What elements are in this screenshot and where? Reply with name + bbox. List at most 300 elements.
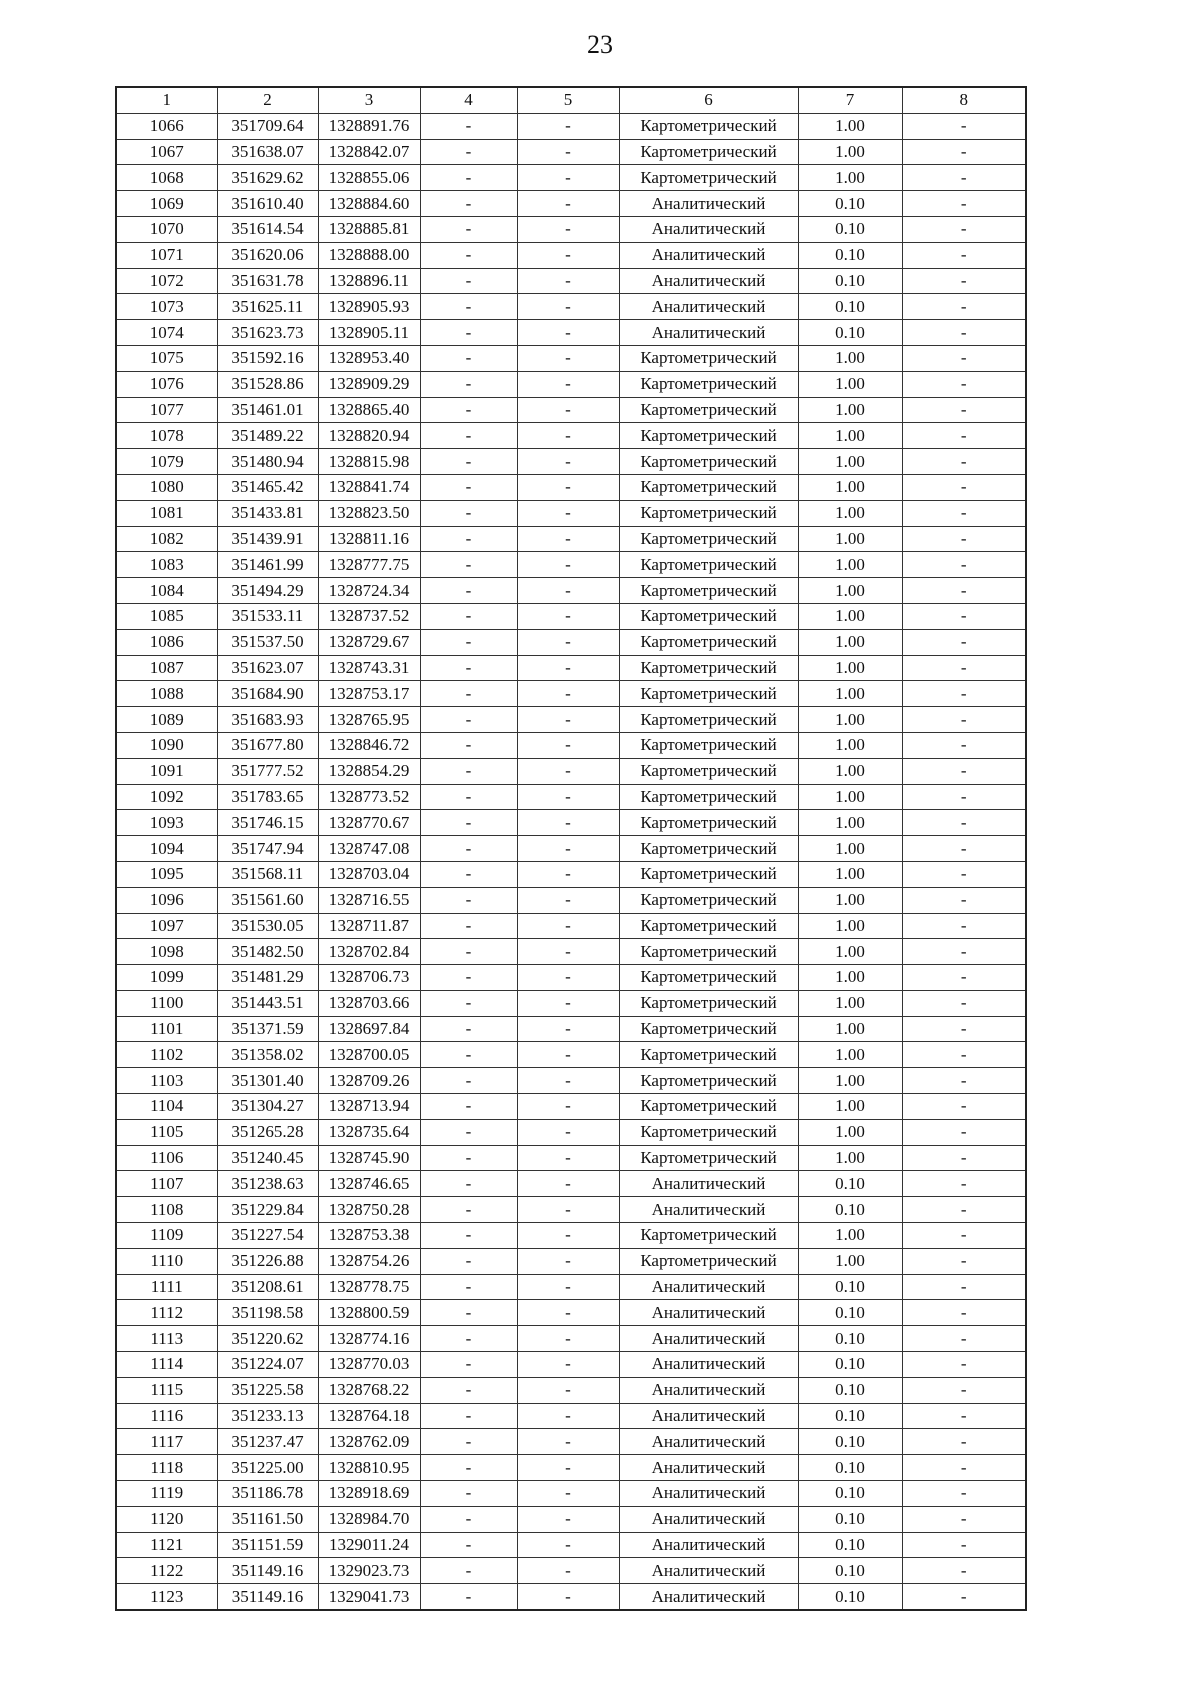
- table-row: [116, 474, 1026, 500]
- table-cell: 1088: [116, 681, 217, 707]
- table-cell: -: [902, 681, 1026, 707]
- column-header: 3: [318, 87, 420, 113]
- table-cell: 351237.47: [217, 1429, 318, 1455]
- table-cell: -: [420, 681, 517, 707]
- table-cell: 1083: [116, 552, 217, 578]
- column-header: 2: [217, 87, 318, 113]
- table-cell: -: [420, 397, 517, 423]
- table-row: [116, 990, 1026, 1016]
- table-cell: -: [902, 1300, 1026, 1326]
- table-cell: 351614.54: [217, 216, 318, 242]
- table-cell: -: [902, 165, 1026, 191]
- table-row: [116, 1558, 1026, 1584]
- table-cell: 1328891.76: [318, 113, 420, 139]
- table-row: [116, 526, 1026, 552]
- table-cell: 1107: [116, 1171, 217, 1197]
- table-cell: -: [902, 191, 1026, 217]
- table-cell: Картометрический: [619, 1248, 798, 1274]
- table-cell: Аналитический: [619, 1377, 798, 1403]
- table-cell: -: [902, 784, 1026, 810]
- table-cell: 1117: [116, 1429, 217, 1455]
- table-cell: Картометрический: [619, 500, 798, 526]
- table-cell: -: [420, 1558, 517, 1584]
- table-cell: 1328737.52: [318, 603, 420, 629]
- table-cell: 1328841.74: [318, 474, 420, 500]
- table-cell: 1080: [116, 474, 217, 500]
- table-row: [116, 913, 1026, 939]
- table-cell: 1.00: [798, 500, 902, 526]
- table-cell: 1328753.17: [318, 681, 420, 707]
- table-row: [116, 345, 1026, 371]
- table-cell: -: [420, 345, 517, 371]
- table-cell: -: [902, 320, 1026, 346]
- table-cell: -: [517, 345, 619, 371]
- table-cell: 0.10: [798, 191, 902, 217]
- table-cell: -: [902, 500, 1026, 526]
- table-cell: -: [902, 1016, 1026, 1042]
- table-cell: -: [517, 990, 619, 1016]
- table-cell: 1328905.93: [318, 294, 420, 320]
- table-cell: 351528.86: [217, 371, 318, 397]
- table-cell: -: [420, 1171, 517, 1197]
- table-cell: -: [420, 1042, 517, 1068]
- table-cell: -: [420, 758, 517, 784]
- table-cell: Аналитический: [619, 1455, 798, 1481]
- table-cell: 351465.42: [217, 474, 318, 500]
- table-cell: 1328953.40: [318, 345, 420, 371]
- table-cell: -: [517, 1042, 619, 1068]
- table-cell: Картометрический: [619, 1223, 798, 1249]
- table-cell: 1328777.75: [318, 552, 420, 578]
- table-row: [116, 449, 1026, 475]
- table-cell: 351746.15: [217, 810, 318, 836]
- table-row: [116, 320, 1026, 346]
- table-cell: 1.00: [798, 1068, 902, 1094]
- table-cell: 0.10: [798, 242, 902, 268]
- table-cell: Картометрический: [619, 371, 798, 397]
- table-cell: 351561.60: [217, 887, 318, 913]
- table-cell: -: [517, 1506, 619, 1532]
- table-cell: -: [420, 1197, 517, 1223]
- table-cell: Картометрический: [619, 449, 798, 475]
- table-row: [116, 655, 1026, 681]
- table-cell: 351638.07: [217, 139, 318, 165]
- table-row: [116, 784, 1026, 810]
- table-row: [116, 1455, 1026, 1481]
- table-cell: 1.00: [798, 139, 902, 165]
- table-cell: 1121: [116, 1532, 217, 1558]
- table-cell: 0.10: [798, 1584, 902, 1610]
- table-cell: Картометрический: [619, 578, 798, 604]
- table-cell: 1.00: [798, 629, 902, 655]
- table-cell: -: [902, 965, 1026, 991]
- table-cell: 1328709.26: [318, 1068, 420, 1094]
- table-cell: Картометрический: [619, 1042, 798, 1068]
- table-cell: Картометрический: [619, 113, 798, 139]
- table-cell: 1328885.81: [318, 216, 420, 242]
- table-cell: 351629.62: [217, 165, 318, 191]
- table-cell: -: [517, 397, 619, 423]
- table-cell: 351684.90: [217, 681, 318, 707]
- table-cell: 1086: [116, 629, 217, 655]
- table-cell: -: [902, 1558, 1026, 1584]
- table-row: [116, 1584, 1026, 1610]
- table-row: [116, 810, 1026, 836]
- table-cell: -: [517, 681, 619, 707]
- table-cell: -: [902, 1506, 1026, 1532]
- table-cell: -: [517, 887, 619, 913]
- table-cell: 1328770.67: [318, 810, 420, 836]
- table-cell: -: [902, 294, 1026, 320]
- table-cell: 1071: [116, 242, 217, 268]
- table-row: [116, 578, 1026, 604]
- table-cell: 1073: [116, 294, 217, 320]
- table-cell: 1328724.34: [318, 578, 420, 604]
- table-cell: 1328854.29: [318, 758, 420, 784]
- table-cell: 1084: [116, 578, 217, 604]
- table-row: [116, 294, 1026, 320]
- table-cell: 0.10: [798, 1197, 902, 1223]
- table-cell: -: [420, 1506, 517, 1532]
- table-cell: 351461.99: [217, 552, 318, 578]
- table-cell: -: [517, 1429, 619, 1455]
- table-cell: 1.00: [798, 113, 902, 139]
- table-row: [116, 939, 1026, 965]
- table-cell: -: [517, 1119, 619, 1145]
- table-cell: 1092: [116, 784, 217, 810]
- table-cell: 351747.94: [217, 836, 318, 862]
- table-cell: 1328774.16: [318, 1326, 420, 1352]
- table-cell: 1108: [116, 1197, 217, 1223]
- table-cell: Картометрический: [619, 965, 798, 991]
- table-cell: Картометрический: [619, 603, 798, 629]
- table-cell: -: [517, 1455, 619, 1481]
- table-cell: 1103: [116, 1068, 217, 1094]
- table-cell: Аналитический: [619, 1171, 798, 1197]
- table-cell: 1.00: [798, 681, 902, 707]
- table-cell: -: [517, 913, 619, 939]
- table-cell: 1.00: [798, 1223, 902, 1249]
- table-cell: 1328753.38: [318, 1223, 420, 1249]
- table-cell: -: [420, 1274, 517, 1300]
- table-cell: 1328918.69: [318, 1481, 420, 1507]
- table-cell: 1070: [116, 216, 217, 242]
- table-cell: 351439.91: [217, 526, 318, 552]
- table-cell: 1085: [116, 603, 217, 629]
- table-cell: 0.10: [798, 1481, 902, 1507]
- table-row: [116, 1094, 1026, 1120]
- table-row: [116, 397, 1026, 423]
- table-row: [116, 1274, 1026, 1300]
- table-cell: -: [420, 474, 517, 500]
- table-cell: 1328745.90: [318, 1145, 420, 1171]
- table-cell: 1328865.40: [318, 397, 420, 423]
- table-cell: 1072: [116, 268, 217, 294]
- table-cell: -: [517, 629, 619, 655]
- table-cell: Аналитический: [619, 191, 798, 217]
- table-row: [116, 1481, 1026, 1507]
- table-cell: 1109: [116, 1223, 217, 1249]
- table-cell: -: [902, 371, 1026, 397]
- table-cell: -: [420, 1481, 517, 1507]
- table-cell: Картометрический: [619, 861, 798, 887]
- table-cell: 1328729.67: [318, 629, 420, 655]
- table-cell: 1093: [116, 810, 217, 836]
- table-cell: 351220.62: [217, 1326, 318, 1352]
- table-cell: 1329011.24: [318, 1532, 420, 1558]
- table-cell: 1328702.84: [318, 939, 420, 965]
- table-cell: 0.10: [798, 1300, 902, 1326]
- table-cell: 351530.05: [217, 913, 318, 939]
- table-cell: 1.00: [798, 990, 902, 1016]
- table-cell: -: [902, 578, 1026, 604]
- table-cell: 1122: [116, 1558, 217, 1584]
- table-cell: Аналитический: [619, 216, 798, 242]
- table-cell: -: [420, 836, 517, 862]
- table-cell: -: [420, 732, 517, 758]
- table-cell: 351625.11: [217, 294, 318, 320]
- table-cell: 1328984.70: [318, 1506, 420, 1532]
- table-cell: 0.10: [798, 268, 902, 294]
- table-cell: 1078: [116, 423, 217, 449]
- table-cell: 351198.58: [217, 1300, 318, 1326]
- table-cell: 1112: [116, 1300, 217, 1326]
- table-cell: 0.10: [798, 1455, 902, 1481]
- table-cell: 1328768.22: [318, 1377, 420, 1403]
- table-cell: -: [902, 526, 1026, 552]
- table-cell: 0.10: [798, 1274, 902, 1300]
- table-cell: -: [517, 1377, 619, 1403]
- table-cell: 351623.07: [217, 655, 318, 681]
- table-cell: -: [517, 165, 619, 191]
- table-cell: 351568.11: [217, 861, 318, 887]
- table-cell: 351533.11: [217, 603, 318, 629]
- table-cell: -: [517, 1558, 619, 1584]
- table-cell: 1.00: [798, 474, 902, 500]
- table-cell: 0.10: [798, 320, 902, 346]
- table-cell: -: [517, 861, 619, 887]
- table-cell: -: [517, 836, 619, 862]
- table-cell: -: [517, 1223, 619, 1249]
- table-cell: -: [902, 216, 1026, 242]
- table-cell: Аналитический: [619, 320, 798, 346]
- table-cell: -: [902, 423, 1026, 449]
- table-cell: Картометрический: [619, 629, 798, 655]
- table-cell: Картометрический: [619, 1119, 798, 1145]
- table-cell: -: [517, 1300, 619, 1326]
- table-cell: 1.00: [798, 423, 902, 449]
- table-cell: 1.00: [798, 1145, 902, 1171]
- table-cell: 1116: [116, 1403, 217, 1429]
- table-cell: 1.00: [798, 1248, 902, 1274]
- table-cell: -: [517, 139, 619, 165]
- table-cell: -: [420, 1016, 517, 1042]
- table-cell: 1.00: [798, 887, 902, 913]
- table-row: [116, 423, 1026, 449]
- table-cell: -: [420, 294, 517, 320]
- table-cell: 1.00: [798, 371, 902, 397]
- table-cell: -: [517, 268, 619, 294]
- table-cell: 351358.02: [217, 1042, 318, 1068]
- table-cell: Аналитический: [619, 268, 798, 294]
- table-cell: -: [902, 707, 1026, 733]
- table-cell: 0.10: [798, 1506, 902, 1532]
- table-cell: 1.00: [798, 1094, 902, 1120]
- table-cell: 1328815.98: [318, 449, 420, 475]
- table-cell: -: [420, 939, 517, 965]
- table-cell: 1.00: [798, 913, 902, 939]
- table-cell: Картометрический: [619, 836, 798, 862]
- table-cell: 1098: [116, 939, 217, 965]
- table-cell: 1.00: [798, 836, 902, 862]
- table-cell: 351777.52: [217, 758, 318, 784]
- table-row: [116, 165, 1026, 191]
- table-cell: 351161.50: [217, 1506, 318, 1532]
- table-cell: 1.00: [798, 345, 902, 371]
- table-cell: -: [517, 758, 619, 784]
- table-row: [116, 681, 1026, 707]
- table-cell: 0.10: [798, 1171, 902, 1197]
- table-cell: -: [420, 216, 517, 242]
- table-cell: -: [517, 423, 619, 449]
- table-cell: 1.00: [798, 603, 902, 629]
- table-cell: 351683.93: [217, 707, 318, 733]
- table-cell: 1328811.16: [318, 526, 420, 552]
- table-row: [116, 629, 1026, 655]
- table-cell: 351610.40: [217, 191, 318, 217]
- table-cell: -: [420, 810, 517, 836]
- table-cell: -: [420, 242, 517, 268]
- table-row: [116, 113, 1026, 139]
- table-header: [116, 87, 1026, 113]
- table-cell: -: [517, 784, 619, 810]
- coordinates-table: [115, 86, 1027, 1611]
- table-cell: Картометрический: [619, 397, 798, 423]
- table-cell: 351224.07: [217, 1352, 318, 1378]
- table-cell: -: [420, 191, 517, 217]
- table-cell: 1114: [116, 1352, 217, 1378]
- table-cell: 1067: [116, 139, 217, 165]
- table-cell: 351623.73: [217, 320, 318, 346]
- table-cell: 1328842.07: [318, 139, 420, 165]
- table-cell: Аналитический: [619, 1429, 798, 1455]
- table-cell: -: [420, 629, 517, 655]
- table-cell: 351186.78: [217, 1481, 318, 1507]
- table-cell: 1102: [116, 1042, 217, 1068]
- table-row: [116, 1042, 1026, 1068]
- table-row: [116, 836, 1026, 862]
- table-cell: -: [517, 526, 619, 552]
- table-cell: 1119: [116, 1481, 217, 1507]
- table-body: [116, 113, 1026, 1610]
- table-cell: Аналитический: [619, 1558, 798, 1584]
- table-cell: 1328706.73: [318, 965, 420, 991]
- table-cell: -: [902, 836, 1026, 862]
- table-cell: -: [902, 113, 1026, 139]
- table-cell: 1.00: [798, 758, 902, 784]
- table-cell: 1081: [116, 500, 217, 526]
- table-row: [116, 1068, 1026, 1094]
- table-cell: 1110: [116, 1248, 217, 1274]
- table-cell: 0.10: [798, 1352, 902, 1378]
- table-cell: 1.00: [798, 707, 902, 733]
- table-cell: -: [517, 1326, 619, 1352]
- table-cell: 351240.45: [217, 1145, 318, 1171]
- table-cell: 1105: [116, 1119, 217, 1145]
- table-cell: 1328697.84: [318, 1016, 420, 1042]
- table-cell: -: [420, 707, 517, 733]
- table-cell: 1328909.29: [318, 371, 420, 397]
- header-row: [116, 87, 1026, 113]
- table-cell: 1328762.09: [318, 1429, 420, 1455]
- table-cell: 1329023.73: [318, 1558, 420, 1584]
- table-cell: Аналитический: [619, 1300, 798, 1326]
- table-cell: -: [902, 810, 1026, 836]
- table-cell: 0.10: [798, 1429, 902, 1455]
- table-cell: 1076: [116, 371, 217, 397]
- table-cell: 1328770.03: [318, 1352, 420, 1378]
- table-cell: Картометрический: [619, 990, 798, 1016]
- table-cell: Картометрический: [619, 345, 798, 371]
- table-cell: -: [517, 1248, 619, 1274]
- table-cell: 351208.61: [217, 1274, 318, 1300]
- table-cell: 351225.58: [217, 1377, 318, 1403]
- table-cell: Аналитический: [619, 242, 798, 268]
- table-row: [116, 1223, 1026, 1249]
- table-cell: -: [902, 1481, 1026, 1507]
- table-cell: -: [902, 861, 1026, 887]
- table-row: [116, 1300, 1026, 1326]
- table-cell: 1104: [116, 1094, 217, 1120]
- table-cell: -: [902, 449, 1026, 475]
- table-cell: -: [902, 1197, 1026, 1223]
- table-cell: 351226.88: [217, 1248, 318, 1274]
- table-cell: 1118: [116, 1455, 217, 1481]
- table-cell: 0.10: [798, 294, 902, 320]
- table-cell: -: [420, 449, 517, 475]
- table-cell: 351631.78: [217, 268, 318, 294]
- table-row: [116, 139, 1026, 165]
- table-cell: -: [517, 500, 619, 526]
- table-cell: Картометрический: [619, 1145, 798, 1171]
- table-cell: 1075: [116, 345, 217, 371]
- table-row: [116, 1403, 1026, 1429]
- table-cell: -: [902, 552, 1026, 578]
- table-cell: 0.10: [798, 1558, 902, 1584]
- table-row: [116, 1352, 1026, 1378]
- table-cell: 1328754.26: [318, 1248, 420, 1274]
- table-cell: Аналитический: [619, 1506, 798, 1532]
- table-cell: 1328888.00: [318, 242, 420, 268]
- table-cell: Аналитический: [619, 1584, 798, 1610]
- table-row: [116, 1532, 1026, 1558]
- table-cell: -: [902, 474, 1026, 500]
- table-cell: 1115: [116, 1377, 217, 1403]
- table-cell: -: [517, 449, 619, 475]
- table-cell: -: [420, 965, 517, 991]
- table-cell: 351433.81: [217, 500, 318, 526]
- table-cell: -: [902, 732, 1026, 758]
- table-cell: Картометрический: [619, 165, 798, 191]
- table-cell: 1074: [116, 320, 217, 346]
- table-cell: 351537.50: [217, 629, 318, 655]
- table-cell: 0.10: [798, 1532, 902, 1558]
- table-cell: 1.00: [798, 397, 902, 423]
- table-cell: 1.00: [798, 784, 902, 810]
- table-cell: 1.00: [798, 939, 902, 965]
- table-cell: Картометрический: [619, 474, 798, 500]
- table-cell: 1.00: [798, 1119, 902, 1145]
